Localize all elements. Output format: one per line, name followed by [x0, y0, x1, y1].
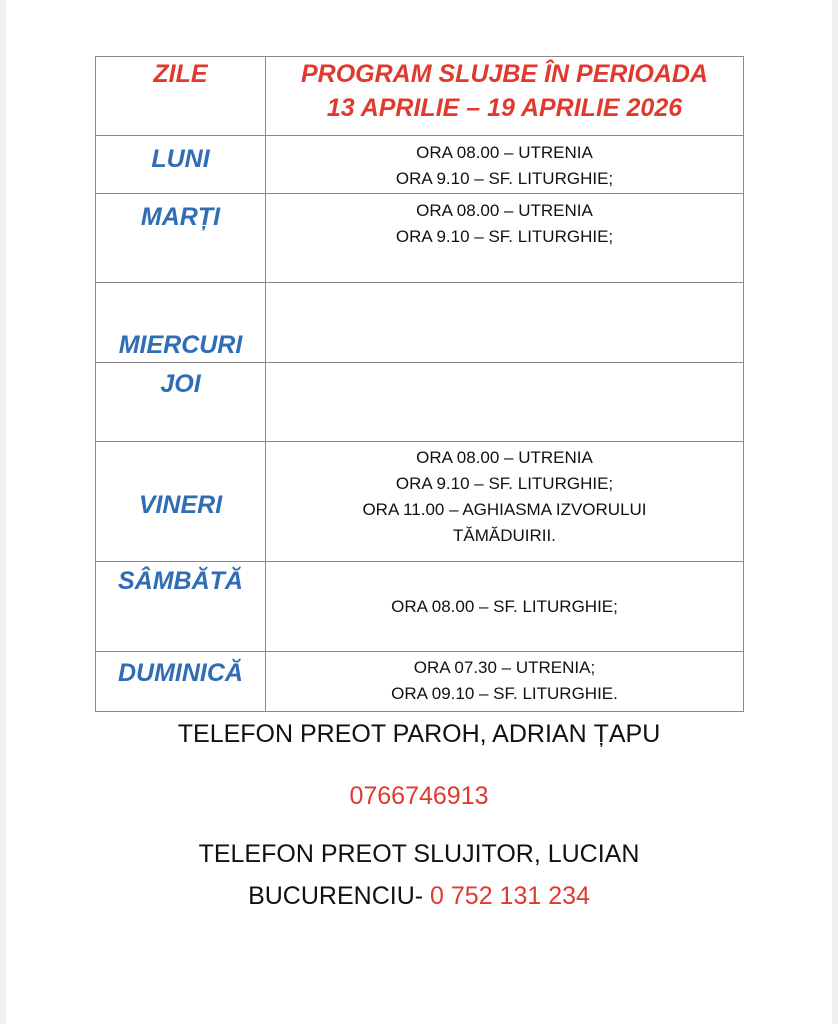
program-cell: [266, 562, 744, 652]
program-line: TĂMĂDUIRII.: [453, 526, 556, 545]
program-line: ORA 9.10 – SF. LITURGHIE;: [395, 169, 614, 188]
program-cell: [266, 442, 744, 562]
program-cell: [266, 363, 744, 442]
document-page: [6, 0, 832, 1024]
table-row: [96, 194, 744, 283]
day-label: MIERCURI: [118, 331, 243, 359]
program-line: ORA 08.00 – SF. LITURGHIE;: [391, 596, 618, 616]
day-label: SÂMBĂTĂ: [118, 567, 243, 595]
slujitor-name-suffix: BUCURENCIU-: [248, 882, 431, 910]
day-cell: [96, 283, 266, 363]
day-cell: [96, 562, 266, 652]
slujitor-phone: 0 752 131 234: [430, 882, 590, 910]
day-cell: [96, 194, 266, 283]
table-row: [96, 136, 744, 194]
schedule-table: [95, 56, 744, 712]
header-program-line2: 13 APRILIE – 19 APRILIE 2026: [326, 94, 683, 122]
program-line: ORA 09.10 – SF. LITURGHIE.: [391, 684, 618, 703]
day-label: MARȚI: [140, 203, 221, 231]
program-cell: [266, 136, 744, 194]
day-label: JOI: [160, 370, 201, 398]
paroh-label: TELEFON PREOT PAROH, ADRIAN ȚAPU: [177, 720, 661, 748]
day-cell: [96, 442, 266, 562]
day-label: LUNI: [151, 145, 210, 173]
program-line: ORA 11.00 – AGHIASMA IZVORULUI: [362, 500, 647, 519]
table-row: [96, 442, 744, 562]
program-cell: [266, 283, 744, 363]
slujitor-label: TELEFON PREOT SLUJITOR, LUCIAN: [198, 840, 640, 868]
day-cell: [96, 363, 266, 442]
table-row: [96, 363, 744, 442]
program-line: ORA 9.10 – SF. LITURGHIE;: [395, 227, 614, 246]
program-line: ORA 08.00 – UTRENIA: [416, 143, 593, 162]
table-row: [96, 562, 744, 652]
day-cell: [96, 652, 266, 712]
header-program: [266, 57, 744, 136]
day-cell: [96, 136, 266, 194]
day-label: DUMINICĂ: [118, 659, 243, 687]
header-program-line1: PROGRAM SLUJBE ÎN PERIOADA: [301, 60, 708, 88]
paroh-phone: 0766746913: [349, 782, 489, 810]
program-line: ORA 9.10 – SF. LITURGHIE;: [395, 474, 614, 493]
program-line: ORA 07.30 – UTRENIA;: [413, 658, 596, 677]
program-cell: [266, 194, 744, 283]
table-row: [96, 652, 744, 712]
program-cell: [266, 652, 744, 712]
table-header-row: [96, 57, 744, 136]
slujitor-line2: [6, 882, 832, 911]
program-line: ORA 08.00 – UTRENIA: [416, 201, 593, 220]
table-row: [96, 283, 744, 363]
program-line: ORA 08.00 – UTRENIA: [416, 448, 593, 467]
header-days: ZILE: [96, 57, 266, 136]
day-label: VINERI: [138, 490, 223, 519]
